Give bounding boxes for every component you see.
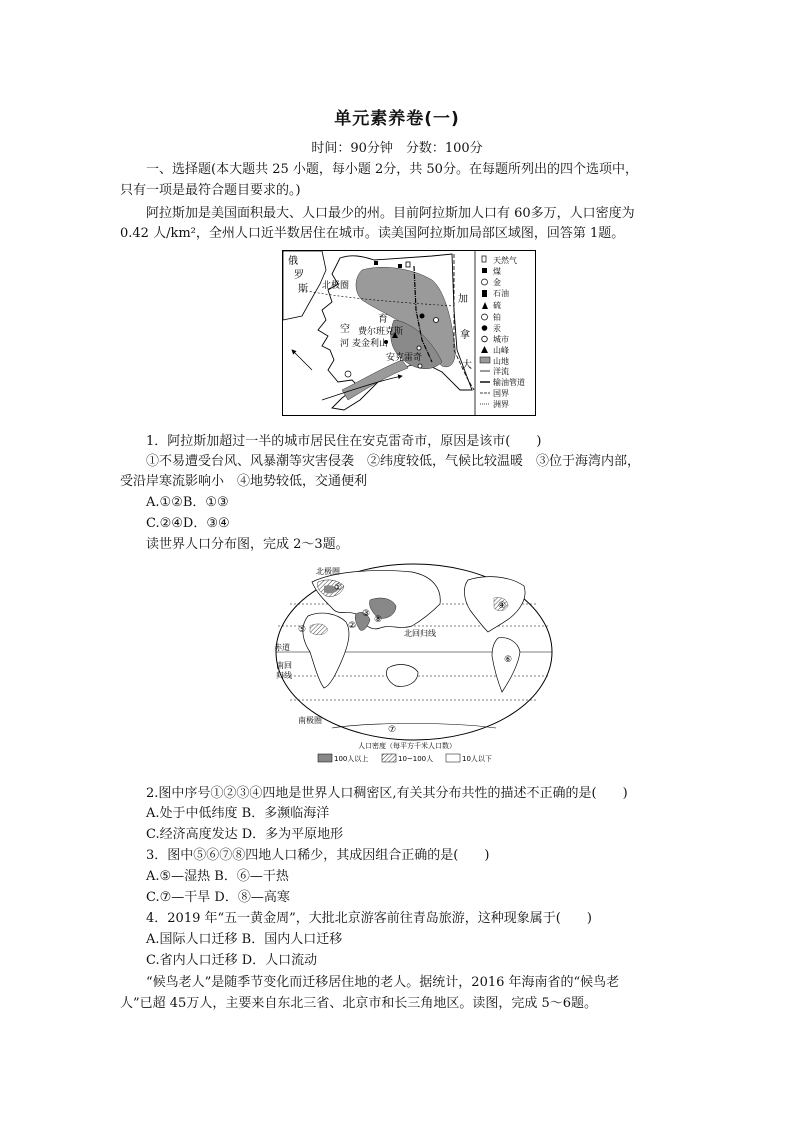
legend-label: 10~100人 xyxy=(398,755,434,763)
mountain-area-icon xyxy=(480,357,490,363)
legend-label: 100人以上 xyxy=(334,755,369,763)
q1-stem: 1．阿拉斯加超过一半的城市居民住在安克雷奇市，原因是该市( ) xyxy=(146,434,542,449)
legend-label: 洋流 xyxy=(493,367,509,376)
label-mckinley: 麦金利山 xyxy=(352,339,389,349)
natural-gas-icon xyxy=(482,256,486,262)
q1-options-ab: A.①②B．①③ xyxy=(146,495,229,510)
intro-alaska-line1: 阿拉斯加是美国面积最大、人口最少的州。目前阿拉斯加人口有 60多万，人口密度为 xyxy=(146,206,635,221)
label-kong: 空 xyxy=(340,324,350,335)
label-antarctic-circle: 南极圈 xyxy=(298,716,322,725)
section-heading-line2: 只有一项是最符合题目要求的。) xyxy=(120,183,301,198)
legend-label: 铂 xyxy=(493,313,501,322)
section-heading-line1: 一、选择题(本大题共 25 小题，每小题 2分，共 50分。在每题所列出的四个选项中， xyxy=(146,162,638,177)
q1-items-line1: ①不易遭受台风、风暴潮等灾害侵袭 ②纬度较低，气候比较温暖 ③位于海湾内部， xyxy=(146,454,641,469)
label-equator: 赤道 xyxy=(274,643,290,652)
legend-label: 金 xyxy=(493,278,501,287)
q3-options-ab: A.⑤—湿热 B．⑥—干热 xyxy=(146,869,289,884)
label-yu: 育 xyxy=(378,314,388,325)
legend-label: 天然气 xyxy=(493,256,517,265)
region-number: ⑧ xyxy=(374,615,383,625)
q1-options-cd: C.②④D．③④ xyxy=(146,516,230,531)
gold-icon xyxy=(482,279,488,285)
legend-label: 硫 xyxy=(493,301,501,310)
legend-label: 煤 xyxy=(493,267,501,276)
legend-title: 人口密度（每平方千米人口数） xyxy=(358,742,456,750)
label-tropic-cancer: 北回归线 xyxy=(404,629,436,638)
label-russia-2: 罗 xyxy=(294,270,304,281)
legend-label: 山地 xyxy=(493,357,509,366)
world-map-legend xyxy=(318,754,492,763)
exam-info: 时间：90分钟 分数：100分 xyxy=(311,141,483,156)
label-russia-1: 俄 xyxy=(288,256,298,267)
intro-alaska-line2: 0.42 人/km²，全州人口近半数居住在城市。读美国阿拉斯加局部区域图，回答第 1题。 xyxy=(120,226,625,241)
platinum-icon xyxy=(482,314,488,320)
intro-migratory-line2: 人”已超 45万人，主要来自东北三省、北京市和长三角地区。读图，完成 5～6题。 xyxy=(120,996,597,1011)
legend-label: 输油管道 xyxy=(493,378,525,387)
label-tropic-capricorn-2: 归线 xyxy=(276,671,292,680)
q1-items-line2: 受沿岸寒流影响小 ④地势较低，交通便利 xyxy=(120,474,368,489)
label-fairbanks: 费尔班克斯 xyxy=(358,327,404,337)
region-number: ③ xyxy=(362,609,371,619)
legend-label: 洲界 xyxy=(493,400,509,409)
label-canada-2: 拿 xyxy=(460,330,470,341)
label-russia-3: 斯 xyxy=(298,284,308,295)
legend-label: 汞 xyxy=(493,324,501,333)
label-arctic-circle: 北极圈 xyxy=(316,567,340,576)
oil-icon xyxy=(482,290,487,297)
label-canada-3: 大 xyxy=(462,360,472,371)
q3-stem: 3．图中⑤⑥⑦⑧四地人口稀少，其成因组合正确的是( ) xyxy=(146,848,490,863)
page-title: 单元素养卷(一) xyxy=(334,109,460,129)
label-anchorage: 安克雷奇 xyxy=(386,353,423,363)
q2-options-ab: A.处于中低纬度 B．多濒临海洋 xyxy=(146,806,330,821)
legend-label: 城市 xyxy=(493,335,509,344)
coal-icon xyxy=(374,261,378,265)
dense-swatch xyxy=(318,754,332,762)
region-number: ② xyxy=(348,621,357,631)
city-icon xyxy=(482,336,488,342)
mercury-icon xyxy=(482,325,488,331)
q2-options-cd: C.经济高度发达 D．多为平原地形 xyxy=(146,827,344,842)
intro-world-map: 读世界人口分布图，完成 2～3题。 xyxy=(146,537,349,552)
region-number: ⑦ xyxy=(388,725,397,735)
region-number: ⑥ xyxy=(504,655,513,665)
legend-label: 石油 xyxy=(493,289,509,298)
label-arctic-circle: 北极圈 xyxy=(322,281,350,291)
q3-options-cd: C.⑦—干旱 D．⑧—高寒 xyxy=(146,890,290,905)
world-population-map xyxy=(272,560,556,770)
medium-swatch xyxy=(382,754,396,762)
label-tropic-capricorn-1: 南回 xyxy=(276,661,292,670)
region-number: ⑤ xyxy=(298,625,307,635)
coal-icon xyxy=(482,268,487,273)
legend-label: 国界 xyxy=(493,389,509,398)
intro-migratory-line1: “候鸟老人”是随季节变化而迁移居住地的老人。据统计，2016 年海南省的“候鸟老 xyxy=(146,975,620,990)
sparse-swatch xyxy=(446,754,460,762)
label-he: 河 xyxy=(340,339,350,349)
region-number: ④ xyxy=(498,601,507,611)
legend-label: 山峰 xyxy=(493,346,509,355)
legend-label: 10人以下 xyxy=(462,755,492,763)
q4-stem: 4．2019 年“五一黄金周”，大批北京游客前往青岛旅游，这种现象属于( ) xyxy=(146,911,592,926)
alaska-map xyxy=(282,250,536,416)
q2-stem: 2.图中序号①②③④四地是世界人口稠密区,有关其分布共性的描述不正确的是( ) xyxy=(146,786,628,801)
label-canada-1: 加 xyxy=(458,294,468,305)
q4-options-cd: C.省内人口迁移 D．人口流动 xyxy=(146,953,318,968)
region-number: ① xyxy=(334,583,343,593)
q4-options-ab: A.国际人口迁移 B．国内人口迁移 xyxy=(146,932,343,947)
